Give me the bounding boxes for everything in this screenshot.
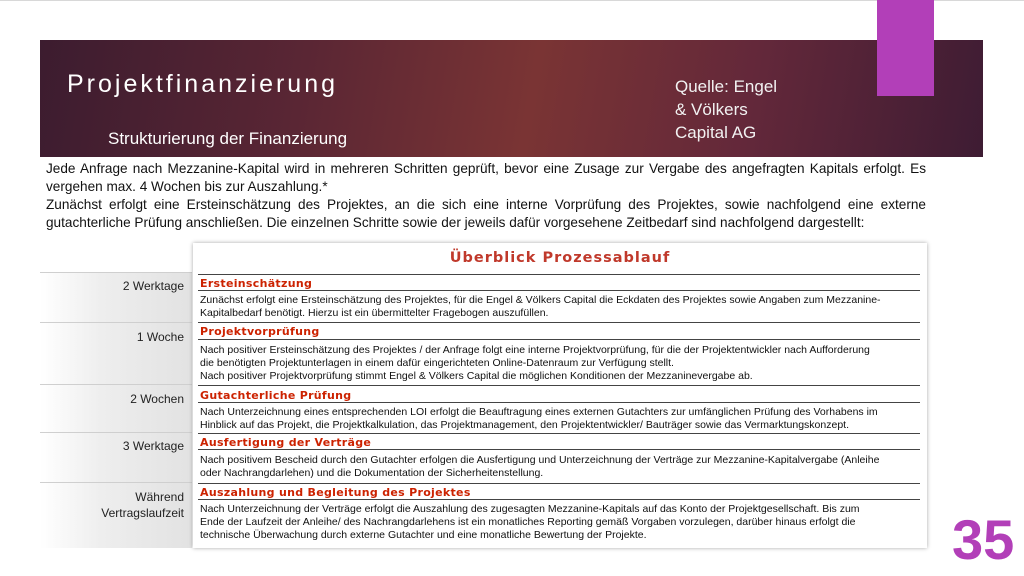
step-title: Projektvorprüfung <box>200 325 320 338</box>
divider <box>40 272 192 273</box>
step-description <box>200 454 922 480</box>
text-line: Hinblick auf das Projekt, die Projektkalkulation, das Projektmanagement, den Projektentwickler/ Bauträger sowie das Vermarktungskonzept. <box>200 418 849 431</box>
divider <box>198 449 920 450</box>
text-line: Nach positivem Bescheid durch den Gutachter erfolgen die Ausfertigung und Unterzeichnung der Verträge zur Mezzanine-Kapitalvergabe (Anleihe <box>200 454 880 466</box>
source-line: Quelle: Engel <box>675 77 778 96</box>
duration-label: 2 Werktage <box>122 279 184 293</box>
intro-paragraph: Zunächst erfolgt eine Ersteinschätzung des Projektes, an die sich eine interne Vorprüfung des Projektes, sowie nachfolgend eine externe gutachterliche Prüfung anschließen. Die einzelnen Schritte sowie der jeweils dafür vorgesehene Zeitbedarf sind nachfolgend dargestellt: <box>46 197 926 230</box>
panel-title: Überblick Prozessablauf <box>449 250 671 266</box>
divider <box>40 482 192 483</box>
step-title: Gutachterliche Prüfung <box>200 389 352 402</box>
duration-label: Während <box>135 490 184 504</box>
step-title: Ausfertigung der Verträge <box>200 436 372 449</box>
text-line: Nach Unterzeichnung eines entsprechenden LOI erfolgt die Beauftragung eines externen Gutachters zur umfänglichen Prüfung des Vorhabens im <box>200 406 878 418</box>
step-description <box>200 503 922 541</box>
duration-label: 3 Werktage <box>122 439 184 453</box>
text-line: Kapitalbedarf benötigt. Hierzu ist ein übermittelter Fragebogen auszufüllen. <box>200 306 549 319</box>
text-line: Ende der Laufzeit der Anleihe/ des Nachrangdarlehens ist ein monatliches Reporting gemäß Vorgaben vorzulegen, darüber hinaus erfolgt die <box>200 515 856 528</box>
source-line: & Völkers <box>675 100 748 119</box>
slide-title: Projektfinanzierung <box>67 70 339 98</box>
page-number: 35 <box>952 508 1015 571</box>
divider <box>198 402 920 403</box>
step-description <box>200 344 922 382</box>
process-panel <box>193 243 927 548</box>
text-line: oder Nachrangdarlehen) und die Dokumentation der Sicherheitenstellung. <box>200 466 544 479</box>
divider <box>198 385 920 386</box>
top-rule <box>0 0 1024 1</box>
text-line: Nach Unterzeichnung der Verträge erfolgt die Auszahlung des zugesagten Mezzanine-Kapitals auf das Konto der Projektgesellschaft. Bis zum <box>200 503 860 515</box>
accent-tab <box>877 0 934 96</box>
slide-subtitle: Strukturierung der Finanzierung <box>108 129 348 148</box>
duration-label: Vertragslaufzeit <box>101 506 184 520</box>
divider <box>40 384 192 385</box>
text-line: die benötigten Projektunterlagen in einem dafür eingerichteten Online-Datenraum zur Verfügung stellt. <box>200 356 674 369</box>
divider <box>198 499 920 500</box>
step-title: Auszahlung und Begleitung des Projektes <box>200 486 471 499</box>
source-line: Capital AG <box>675 123 757 142</box>
divider <box>198 290 920 291</box>
divider <box>198 483 920 484</box>
divider <box>198 274 920 275</box>
divider <box>40 322 192 323</box>
intro-text <box>46 160 926 232</box>
step-description <box>200 406 922 432</box>
divider <box>198 433 920 434</box>
text-line: Nach positiver Projektvorprüfung stimmt Engel & Völkers Capital die möglichen Konditionen der Mezzaninevergabe ab. <box>200 369 753 382</box>
step-description <box>200 294 922 320</box>
text-line: Nach positiver Ersteinschätzung des Projektes / der Anfrage folgt eine interne Projektvorprüfung, für die der Projektentwickler nach Aufforderung <box>200 344 870 356</box>
divider <box>40 432 192 433</box>
duration-label: 1 Woche <box>136 330 184 344</box>
duration-label: 2 Wochen <box>130 392 184 406</box>
text-line: Zunächst erfolgt eine Ersteinschätzung des Projektes, für die Engel & Völkers Capital die Eckdaten des Projektes sowie Angaben zum Mezzanine- <box>200 294 881 306</box>
source-note <box>675 75 777 144</box>
divider <box>198 339 920 340</box>
divider <box>198 322 920 323</box>
step-title: Ersteinschätzung <box>200 277 313 290</box>
text-line: technische Überwachung durch externe Gutachter und eine monatliche Bewertung der Projekte. <box>200 528 647 541</box>
intro-paragraph: Jede Anfrage nach Mezzanine-Kapital wird in mehreren Schritten geprüft, bevor eine Zusage zur Vergabe des angefragten Kapitals erfolgt. Es vergehen max. 4 Wochen bis zur Auszahlung.* <box>46 161 926 194</box>
